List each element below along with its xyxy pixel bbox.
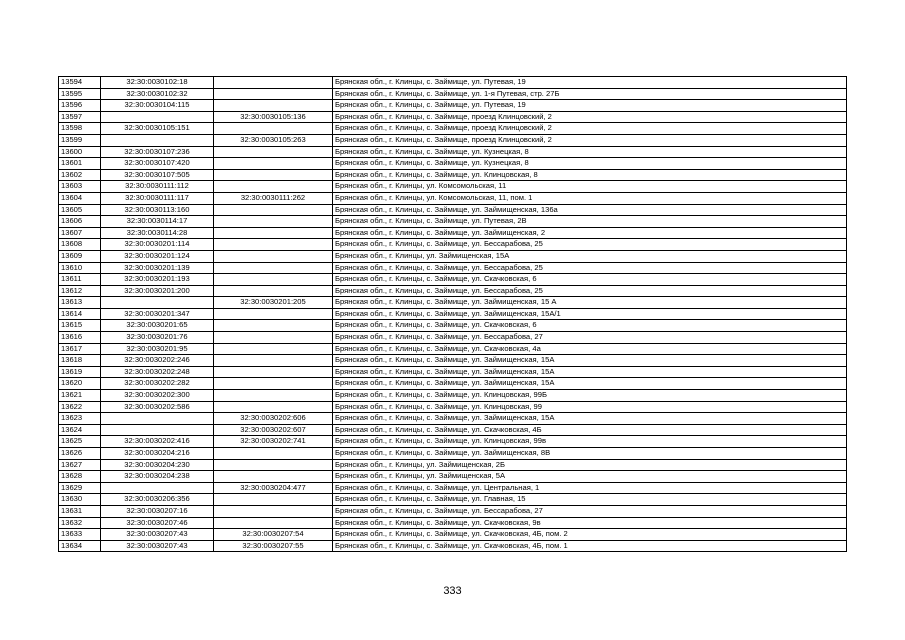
table-row	[59, 100, 847, 112]
row-number-cell: 13624	[59, 424, 101, 436]
table-row	[59, 227, 847, 239]
address-cell: Брянская обл., г. Клинцы, с. Займище, ул. Скачковская, 9в	[333, 517, 847, 529]
cadastral-number-cell: 32:30:0030202:300	[101, 390, 214, 402]
table-row	[59, 482, 847, 494]
table-row	[59, 471, 847, 483]
address-cell: Брянская обл., г. Клинцы, с. Займище, ул. Бессарабова, 25	[333, 262, 847, 274]
address-cell: Брянская обл., г. Клинцы, с. Займище, ул. Скачковская, 6	[333, 320, 847, 332]
cadastral-number-cell: 32:30:0030207:43	[101, 540, 214, 552]
cadastral-number-cell: 32:30:0030107:505	[101, 169, 214, 181]
object-cadastral-number-cell	[214, 227, 333, 239]
cadastral-number-cell: 32:30:0030202:282	[101, 378, 214, 390]
table-row	[59, 529, 847, 541]
row-number-cell: 13633	[59, 529, 101, 541]
cadastral-number-cell: 32:30:0030201:65	[101, 320, 214, 332]
row-number-cell: 13614	[59, 308, 101, 320]
cadastral-number-cell: 32:30:0030107:420	[101, 158, 214, 170]
cadastral-number-cell: 32:30:0030201:347	[101, 308, 214, 320]
cadastral-number-cell	[101, 297, 214, 309]
row-number-cell: 13620	[59, 378, 101, 390]
object-cadastral-number-cell	[214, 274, 333, 286]
address-cell: Брянская обл., г. Клинцы, с. Займище, ул. Займищенская, 15А	[333, 378, 847, 390]
cadastral-number-cell	[101, 134, 214, 146]
row-number-cell: 13598	[59, 123, 101, 135]
object-cadastral-number-cell: 32:30:0030105:136	[214, 111, 333, 123]
address-cell: Брянская обл., г. Клинцы, с. Займище, ул. Центральная, 1	[333, 482, 847, 494]
cadastral-number-cell: 32:30:0030201:200	[101, 285, 214, 297]
address-cell: Брянская обл., г. Клинцы, с. Займище, ул. Клинцовская, 99Б	[333, 390, 847, 402]
table-row	[59, 169, 847, 181]
object-cadastral-number-cell	[214, 343, 333, 355]
object-cadastral-number-cell	[214, 285, 333, 297]
table-row	[59, 459, 847, 471]
address-cell: Брянская обл., г. Клинцы, с. Займище, ул. Кузнецкая, 8	[333, 146, 847, 158]
row-number-cell: 13612	[59, 285, 101, 297]
row-number-cell: 13605	[59, 204, 101, 216]
address-cell: Брянская обл., г. Клинцы, с. Займище, ул. Займищенская, 2	[333, 227, 847, 239]
address-cell: Брянская обл., г. Клинцы, ул. Комсомольская, 11, пом. 1	[333, 192, 847, 204]
object-cadastral-number-cell	[214, 158, 333, 170]
table-row	[59, 158, 847, 170]
object-cadastral-number-cell	[214, 517, 333, 529]
row-number-cell: 13627	[59, 459, 101, 471]
table-row	[59, 355, 847, 367]
object-cadastral-number-cell: 32:30:0030207:54	[214, 529, 333, 541]
cadastral-number-cell: 32:30:0030201:95	[101, 343, 214, 355]
table-row	[59, 262, 847, 274]
row-number-cell: 13608	[59, 239, 101, 251]
object-cadastral-number-cell: 32:30:0030201:205	[214, 297, 333, 309]
address-cell: Брянская обл., г. Клинцы, с. Займище, ул. Путевая, 19	[333, 100, 847, 112]
cadastral-number-cell: 32:30:0030102:32	[101, 88, 214, 100]
table-row	[59, 413, 847, 425]
address-cell: Брянская обл., г. Клинцы, с. Займище, ул. Скачковская, 4а	[333, 343, 847, 355]
object-cadastral-number-cell	[214, 505, 333, 517]
row-number-cell: 13602	[59, 169, 101, 181]
address-cell: Брянская обл., г. Клинцы, с. Займище, ул. Кузнецкая, 8	[333, 158, 847, 170]
row-number-cell: 13634	[59, 540, 101, 552]
table-row	[59, 540, 847, 552]
row-number-cell: 13604	[59, 192, 101, 204]
address-cell: Брянская обл., г. Клинцы, с. Займище, ул. Займищенская, 15А	[333, 366, 847, 378]
table-row	[59, 494, 847, 506]
cadastral-number-cell: 32:30:0030202:416	[101, 436, 214, 448]
table-row	[59, 181, 847, 193]
address-cell: Брянская обл., г. Клинцы, с. Займище, ул. Бессарабова, 25	[333, 285, 847, 297]
address-cell: Брянская обл., г. Клинцы, с. Займище, ул. Клинцовская, 99	[333, 401, 847, 413]
object-cadastral-number-cell: 32:30:0030207:55	[214, 540, 333, 552]
address-cell: Брянская обл., г. Клинцы, с. Займище, ул. Займищенская, 136а	[333, 204, 847, 216]
object-cadastral-number-cell	[214, 401, 333, 413]
table-row	[59, 192, 847, 204]
cadastral-number-cell: 32:30:0030201:124	[101, 250, 214, 262]
row-number-cell: 13596	[59, 100, 101, 112]
row-number-cell: 13618	[59, 355, 101, 367]
object-cadastral-number-cell	[214, 471, 333, 483]
address-cell: Брянская обл., г. Клинцы, ул. Займищенская, 15А	[333, 250, 847, 262]
object-cadastral-number-cell	[214, 100, 333, 112]
cadastral-number-cell: 32:30:0030201:114	[101, 239, 214, 251]
row-number-cell: 13597	[59, 111, 101, 123]
object-cadastral-number-cell: 32:30:0030202:741	[214, 436, 333, 448]
table-row	[59, 448, 847, 460]
address-cell: Брянская обл., г. Клинцы, с. Займище, ул. Бессарабова, 25	[333, 239, 847, 251]
address-cell: Брянская обл., г. Клинцы, с. Займище, проезд Клинцовский, 2	[333, 134, 847, 146]
address-cell: Брянская обл., г. Клинцы, с. Займище, ул. Скачковская, 4Б	[333, 424, 847, 436]
cadastral-number-cell: 32:30:0030204:230	[101, 459, 214, 471]
cadastral-number-cell: 32:30:0030202:248	[101, 366, 214, 378]
address-cell: Брянская обл., г. Клинцы, с. Займище, ул. Займищенская, 15А	[333, 413, 847, 425]
cadastral-number-cell	[101, 111, 214, 123]
table-row	[59, 274, 847, 286]
table-row	[59, 378, 847, 390]
address-cell: Брянская обл., г. Клинцы, ул. Займищенская, 2Б	[333, 459, 847, 471]
object-cadastral-number-cell: 32:30:0030204:477	[214, 482, 333, 494]
object-cadastral-number-cell	[214, 262, 333, 274]
address-cell: Брянская обл., г. Клинцы, с. Займище, ул. Путевая, 2В	[333, 216, 847, 228]
address-cell: Брянская обл., г. Клинцы, с. Займище, ул. Путевая, 19	[333, 77, 847, 89]
cadastral-number-cell: 32:30:0030104:115	[101, 100, 214, 112]
address-cell: Брянская обл., г. Клинцы, с. Займище, ул. Клинцовская, 99в	[333, 436, 847, 448]
cadastral-number-cell: 32:30:0030111:112	[101, 181, 214, 193]
table-row	[59, 401, 847, 413]
address-cell: Брянская обл., г. Клинцы, с. Займище, ул. Скачковская, 4Б, пом. 2	[333, 529, 847, 541]
address-cell: Брянская обл., г. Клинцы, с. Займище, ул. Займищенская, 15 А	[333, 297, 847, 309]
address-cell: Брянская обл., г. Клинцы, с. Займище, ул. Скачковская, 4Б, пом. 1	[333, 540, 847, 552]
cadastral-number-cell: 32:30:0030207:16	[101, 505, 214, 517]
cadastral-number-cell: 32:30:0030202:586	[101, 401, 214, 413]
table-row	[59, 424, 847, 436]
object-cadastral-number-cell	[214, 239, 333, 251]
table-row	[59, 297, 847, 309]
row-number-cell: 13617	[59, 343, 101, 355]
row-number-cell: 13610	[59, 262, 101, 274]
table-row	[59, 77, 847, 89]
row-number-cell: 13630	[59, 494, 101, 506]
row-number-cell: 13611	[59, 274, 101, 286]
address-cell: Брянская обл., г. Клинцы, с. Займище, ул. Бессарабова, 27	[333, 505, 847, 517]
object-cadastral-number-cell	[214, 355, 333, 367]
cadastral-number-cell: 32:30:0030102:18	[101, 77, 214, 89]
object-cadastral-number-cell: 32:30:0030111:262	[214, 192, 333, 204]
object-cadastral-number-cell	[214, 366, 333, 378]
object-cadastral-number-cell	[214, 204, 333, 216]
row-number-cell: 13622	[59, 401, 101, 413]
cadastral-number-cell: 32:30:0030207:43	[101, 529, 214, 541]
row-number-cell: 13625	[59, 436, 101, 448]
table-row	[59, 390, 847, 402]
row-number-cell: 13619	[59, 366, 101, 378]
table-row	[59, 250, 847, 262]
row-number-cell: 13616	[59, 332, 101, 344]
table-row	[59, 517, 847, 529]
cadastral-number-cell: 32:30:0030201:139	[101, 262, 214, 274]
row-number-cell: 13595	[59, 88, 101, 100]
object-cadastral-number-cell	[214, 390, 333, 402]
object-cadastral-number-cell	[214, 378, 333, 390]
row-number-cell: 13606	[59, 216, 101, 228]
row-number-cell: 13615	[59, 320, 101, 332]
address-cell: Брянская обл., г. Клинцы, с. Займище, ул. Займищенская, 8В	[333, 448, 847, 460]
row-number-cell: 13607	[59, 227, 101, 239]
address-cell: Брянская обл., г. Клинцы, с. Займище, ул. Бессарабова, 27	[333, 332, 847, 344]
cadastral-number-cell: 32:30:0030105:151	[101, 123, 214, 135]
object-cadastral-number-cell: 32:30:0030105:263	[214, 134, 333, 146]
object-cadastral-number-cell	[214, 494, 333, 506]
table-row	[59, 216, 847, 228]
address-cell: Брянская обл., г. Клинцы, с. Займище, ул. 1-я Путевая, стр. 27Б	[333, 88, 847, 100]
address-cell: Брянская обл., г. Клинцы, с. Займище, проезд Клинцовский, 2	[333, 123, 847, 135]
cadastral-number-cell: 32:30:0030202:246	[101, 355, 214, 367]
row-number-cell: 13632	[59, 517, 101, 529]
row-number-cell: 13594	[59, 77, 101, 89]
table-row	[59, 88, 847, 100]
row-number-cell: 13613	[59, 297, 101, 309]
address-cell: Брянская обл., г. Клинцы, с. Займище, ул. Скачковская, 6	[333, 274, 847, 286]
address-cell: Брянская обл., г. Клинцы, с. Займище, проезд Клинцовский, 2	[333, 111, 847, 123]
cadastral-number-cell: 32:30:0030114:28	[101, 227, 214, 239]
cadastral-number-cell	[101, 424, 214, 436]
address-cell: Брянская обл., г. Клинцы, с. Займище, ул. Займищенская, 15А/1	[333, 308, 847, 320]
row-number-cell: 13609	[59, 250, 101, 262]
object-cadastral-number-cell	[214, 77, 333, 89]
cadastral-number-cell: 32:30:0030201:193	[101, 274, 214, 286]
table-row	[59, 285, 847, 297]
address-cell: Брянская обл., г. Клинцы, с. Займище, ул. Клинцовская, 8	[333, 169, 847, 181]
cadastral-number-cell: 32:30:0030114:17	[101, 216, 214, 228]
cadastral-number-cell: 32:30:0030201:76	[101, 332, 214, 344]
object-cadastral-number-cell	[214, 250, 333, 262]
object-cadastral-number-cell	[214, 146, 333, 158]
row-number-cell: 13629	[59, 482, 101, 494]
object-cadastral-number-cell	[214, 216, 333, 228]
registry-table-body	[59, 77, 847, 552]
cadastral-number-cell: 32:30:0030204:216	[101, 448, 214, 460]
object-cadastral-number-cell: 32:30:0030202:606	[214, 413, 333, 425]
object-cadastral-number-cell	[214, 448, 333, 460]
row-number-cell: 13631	[59, 505, 101, 517]
address-cell: Брянская обл., г. Клинцы, с. Займище, ул. Займищенская, 15А	[333, 355, 847, 367]
table-row	[59, 111, 847, 123]
table-row	[59, 204, 847, 216]
cadastral-number-cell: 32:30:0030107:236	[101, 146, 214, 158]
object-cadastral-number-cell	[214, 459, 333, 471]
row-number-cell: 13603	[59, 181, 101, 193]
cadastral-number-cell: 32:30:0030206:356	[101, 494, 214, 506]
cadastral-number-cell: 32:30:0030207:46	[101, 517, 214, 529]
object-cadastral-number-cell	[214, 332, 333, 344]
object-cadastral-number-cell	[214, 123, 333, 135]
address-cell: Брянская обл., г. Клинцы, ул. Займищенская, 5А	[333, 471, 847, 483]
table-row	[59, 332, 847, 344]
page-number: 333	[443, 585, 462, 597]
object-cadastral-number-cell	[214, 181, 333, 193]
registry-table	[58, 76, 847, 552]
address-cell: Брянская обл., г. Клинцы, с. Займище, ул. Главная, 15	[333, 494, 847, 506]
row-number-cell: 13600	[59, 146, 101, 158]
table-row	[59, 146, 847, 158]
object-cadastral-number-cell	[214, 308, 333, 320]
row-number-cell: 13599	[59, 134, 101, 146]
table-row	[59, 123, 847, 135]
table-row	[59, 239, 847, 251]
cadastral-number-cell: 32:30:0030113:160	[101, 204, 214, 216]
row-number-cell: 13628	[59, 471, 101, 483]
object-cadastral-number-cell	[214, 88, 333, 100]
cadastral-number-cell	[101, 482, 214, 494]
table-row	[59, 320, 847, 332]
cadastral-number-cell	[101, 413, 214, 425]
table-row	[59, 366, 847, 378]
row-number-cell: 13623	[59, 413, 101, 425]
row-number-cell: 13626	[59, 448, 101, 460]
row-number-cell: 13621	[59, 390, 101, 402]
object-cadastral-number-cell: 32:30:0030202:607	[214, 424, 333, 436]
address-cell: Брянская обл., г. Клинцы, ул. Комсомольская, 11	[333, 181, 847, 193]
table-row	[59, 308, 847, 320]
cadastral-number-cell: 32:30:0030204:238	[101, 471, 214, 483]
table-row	[59, 343, 847, 355]
table-row	[59, 505, 847, 517]
object-cadastral-number-cell	[214, 320, 333, 332]
table-row	[59, 436, 847, 448]
object-cadastral-number-cell	[214, 169, 333, 181]
table-row	[59, 134, 847, 146]
cadastral-number-cell: 32:30:0030111:117	[101, 192, 214, 204]
row-number-cell: 13601	[59, 158, 101, 170]
